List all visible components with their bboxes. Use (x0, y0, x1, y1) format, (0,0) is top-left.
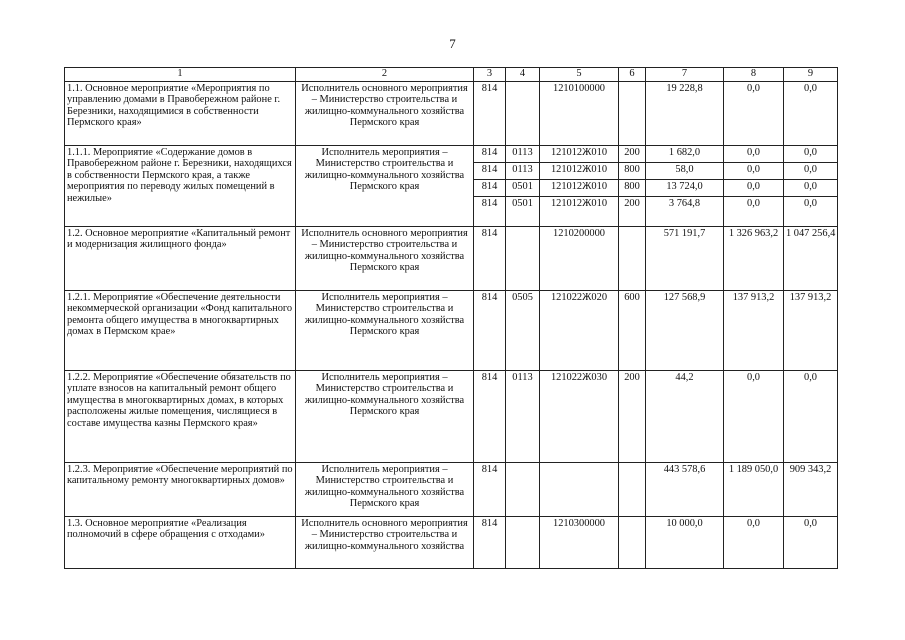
header-cell: 9 (784, 68, 838, 82)
amount-col7-cell: 13 724,0 (646, 180, 724, 197)
table-row (65, 463, 838, 517)
header-cell: 2 (296, 68, 474, 82)
expense-type-cell: 800 (619, 163, 646, 180)
table-row (65, 227, 838, 291)
executor-cell: Исполнитель мероприятия – Министерство строительства и жилищно-коммунального хозяйства Пермского края (296, 371, 474, 463)
amount-col7-cell: 10 000,0 (646, 517, 724, 569)
amount-col8-cell: 0,0 (724, 82, 784, 146)
section-cell: 0113 (506, 146, 540, 163)
target-article-cell: 1210100000 (540, 82, 619, 146)
activity-name-cell: 1.2.3. Мероприятие «Обеспечение мероприятий по капитальному ремонту многоквартирных домов» (65, 463, 296, 517)
section-cell: 0501 (506, 180, 540, 197)
section-cell: 0505 (506, 291, 540, 371)
amount-col7-cell: 3 764,8 (646, 197, 724, 227)
amount-col7-cell: 1 682,0 (646, 146, 724, 163)
grbs-cell: 814 (474, 371, 506, 463)
activity-name-cell: 1.2.2. Мероприятие «Обеспечение обязательств по уплате взносов на капитальный ремонт общего имущества в многоквартирных домах, в которых расположены жилые помещения, числящиеся в составе имущества казны Пермского края» (65, 371, 296, 463)
activity-name-cell: 1.2.1. Мероприятие «Обеспечение деятельности некоммерческой организации «Фонд капитального ремонта общего имущества в многоквартирных домах в Пермском крае» (65, 291, 296, 371)
table-row (65, 146, 838, 163)
amount-col8-cell: 0,0 (724, 180, 784, 197)
section-cell: 0501 (506, 197, 540, 227)
header-cell: 4 (506, 68, 540, 82)
target-article-cell: 121012Ж010 (540, 146, 619, 163)
grbs-cell: 814 (474, 291, 506, 371)
amount-col8-cell: 0,0 (724, 371, 784, 463)
amount-col8-cell: 0,0 (724, 517, 784, 569)
expense-type-cell (619, 463, 646, 517)
header-row (65, 68, 838, 82)
target-article-cell: 121022Ж020 (540, 291, 619, 371)
expense-type-cell (619, 227, 646, 291)
activity-name-cell: 1.1.1. Мероприятие «Содержание домов в Правобережном районе г. Березники, находящихся в собственности Пермского края, а также мероприятия по переводу жилых помещений в нежилые» (65, 146, 296, 227)
executor-cell: Исполнитель основного мероприятия – Министерство строительства и жилищно-коммунального хозяйства (296, 517, 474, 569)
activity-name-cell: 1.1. Основное мероприятие «Мероприятия по управлению домами в Правобережном районе г. Березники, находящимися в собственности Пермского края» (65, 82, 296, 146)
expense-type-cell (619, 82, 646, 146)
amount-col7-cell: 571 191,7 (646, 227, 724, 291)
table-row (65, 517, 838, 569)
section-cell (506, 227, 540, 291)
expense-type-cell (619, 517, 646, 569)
header-cell: 1 (65, 68, 296, 82)
amount-col9-cell: 0,0 (784, 82, 838, 146)
amount-col9-cell: 0,0 (784, 163, 838, 180)
table-row (65, 371, 838, 463)
amount-col9-cell: 909 343,2 (784, 463, 838, 517)
executor-cell: Исполнитель мероприятия – Министерство строительства и жилищно-коммунального хозяйства Пермского края (296, 146, 474, 227)
header-cell: 3 (474, 68, 506, 82)
header-cell: 8 (724, 68, 784, 82)
section-cell (506, 517, 540, 569)
amount-col8-cell: 0,0 (724, 197, 784, 227)
header-cell: 7 (646, 68, 724, 82)
expense-type-cell: 800 (619, 180, 646, 197)
section-cell (506, 463, 540, 517)
executor-cell: Исполнитель основного мероприятия – Министерство строительства и жилищно-коммунального хозяйства Пермского края (296, 227, 474, 291)
amount-col9-cell: 0,0 (784, 517, 838, 569)
amount-col9-cell: 0,0 (784, 197, 838, 227)
grbs-cell: 814 (474, 180, 506, 197)
grbs-cell: 814 (474, 463, 506, 517)
section-cell: 0113 (506, 163, 540, 180)
amount-col9-cell: 0,0 (784, 146, 838, 163)
target-article-cell: 121012Ж010 (540, 180, 619, 197)
target-article-cell: 1210300000 (540, 517, 619, 569)
activity-name-cell: 1.3. Основное мероприятие «Реализация полномочий в сфере обращения с отходами» (65, 517, 296, 569)
amount-col7-cell: 19 228,8 (646, 82, 724, 146)
grbs-cell: 814 (474, 227, 506, 291)
amount-col8-cell: 137 913,2 (724, 291, 784, 371)
expense-type-cell: 200 (619, 197, 646, 227)
executor-cell: Исполнитель основного мероприятия – Министерство строительства и жилищно-коммунального хозяйства Пермского края (296, 82, 474, 146)
header-cell: 6 (619, 68, 646, 82)
header-cell: 5 (540, 68, 619, 82)
expense-type-cell: 200 (619, 146, 646, 163)
table-row (65, 82, 838, 146)
grbs-cell: 814 (474, 517, 506, 569)
expense-type-cell: 600 (619, 291, 646, 371)
grbs-cell: 814 (474, 163, 506, 180)
budget-table (64, 67, 838, 569)
table-row (65, 291, 838, 371)
page-number: 7 (449, 36, 456, 51)
grbs-cell: 814 (474, 197, 506, 227)
amount-col7-cell: 58,0 (646, 163, 724, 180)
amount-col9-cell: 0,0 (784, 180, 838, 197)
target-article-cell: 121012Ж010 (540, 197, 619, 227)
amount-col7-cell: 443 578,6 (646, 463, 724, 517)
target-article-cell (540, 463, 619, 517)
amount-col7-cell: 44,2 (646, 371, 724, 463)
grbs-cell: 814 (474, 146, 506, 163)
target-article-cell: 1210200000 (540, 227, 619, 291)
grbs-cell: 814 (474, 82, 506, 146)
amount-col9-cell: 0,0 (784, 371, 838, 463)
target-article-cell: 121012Ж010 (540, 163, 619, 180)
activity-name-cell: 1.2. Основное мероприятие «Капитальный ремонт и модернизация жилищного фонда» (65, 227, 296, 291)
amount-col9-cell: 1 047 256,4 (784, 227, 838, 291)
section-cell: 0113 (506, 371, 540, 463)
executor-cell: Исполнитель мероприятия – Министерство строительства и жилищно-коммунального хозяйства Пермского края (296, 291, 474, 371)
amount-col8-cell: 0,0 (724, 163, 784, 180)
executor-cell: Исполнитель мероприятия – Министерство строительства и жилищно-коммунального хозяйства Пермского края (296, 463, 474, 517)
amount-col7-cell: 127 568,9 (646, 291, 724, 371)
amount-col8-cell: 1 189 050,0 (724, 463, 784, 517)
amount-col8-cell: 1 326 963,2 (724, 227, 784, 291)
amount-col8-cell: 0,0 (724, 146, 784, 163)
expense-type-cell: 200 (619, 371, 646, 463)
amount-col9-cell: 137 913,2 (784, 291, 838, 371)
target-article-cell: 121022Ж030 (540, 371, 619, 463)
section-cell (506, 82, 540, 146)
